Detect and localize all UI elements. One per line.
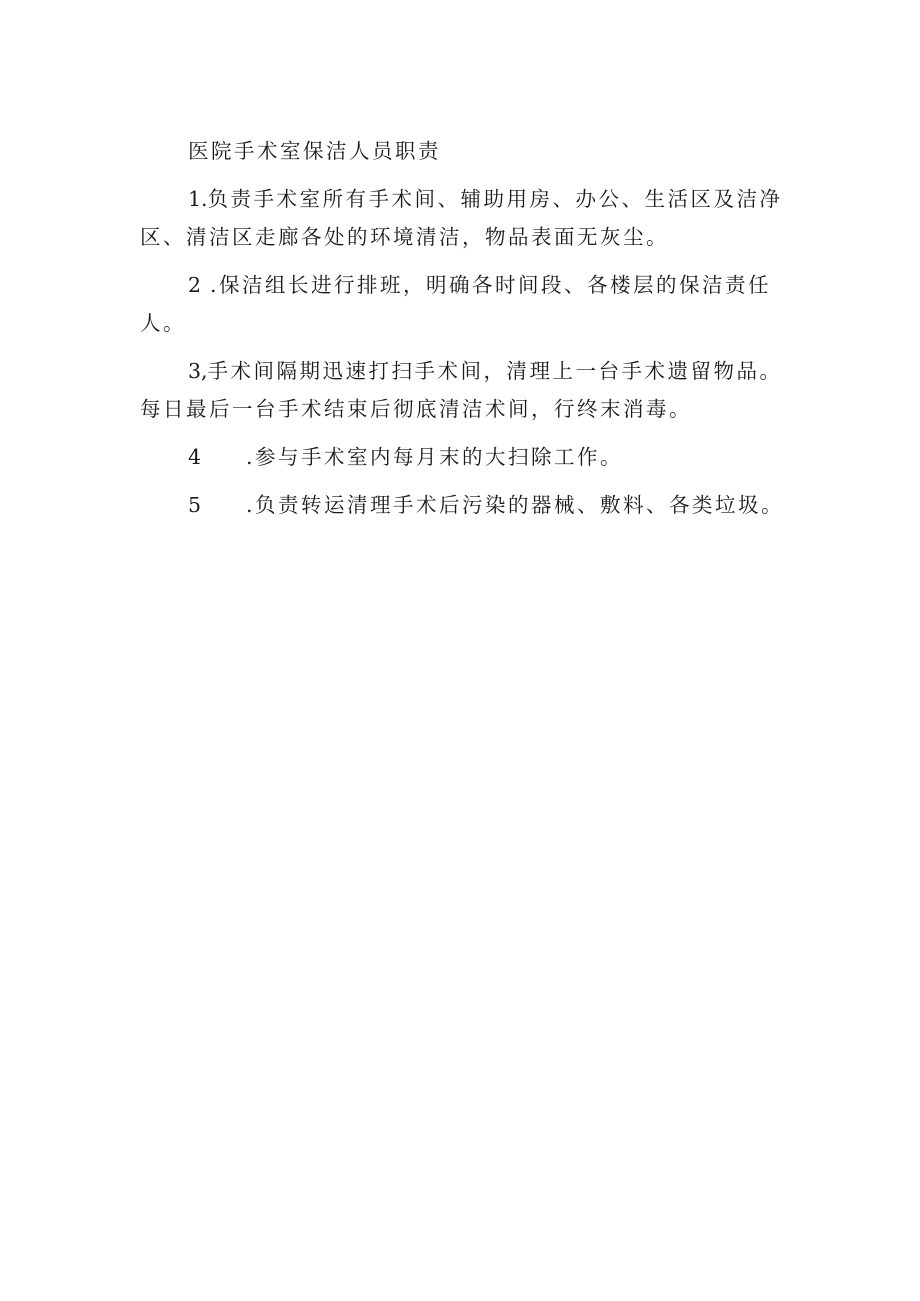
list-item-1-line-1 (140, 180, 820, 218)
list-item-5 (140, 486, 820, 524)
item-number: 2 (188, 273, 202, 297)
document-title: 医院手术室保洁人员职责 (188, 139, 441, 163)
item-text: .参与手术室内每月末的大扫除工作。 (246, 445, 624, 469)
document-body (140, 132, 820, 524)
item-number: 5 (188, 493, 202, 517)
list-item-4 (140, 438, 820, 476)
item-number: 4 (188, 445, 202, 469)
item-text: .保洁组长进行排班，明确各时间段、各楼层的保洁责任 (210, 273, 772, 297)
item-text: .负责转运清理手术后污染的器械、敷料、各类垃圾。 (246, 493, 785, 517)
item-number: 3, (188, 359, 208, 383)
item-text: 负责手术室所有手术间、辅助用房、办公、生活区及洁净 (207, 187, 783, 211)
list-item-1-line-2: 区、清洁区走廊各处的环境清洁，物品表面无灰尘。 (140, 225, 669, 249)
item-number: 1. (188, 187, 208, 211)
list-item-2-line-1 (140, 266, 820, 304)
list-item-2-line-2: 人。 (140, 311, 186, 335)
list-item-3-line-1 (140, 352, 820, 390)
item-text: 手术间隔期迅速打扫手术间，清理上一台手术遗留物品。 (207, 359, 783, 383)
list-item-3-line-2: 每日最后一台手术结束后彻底清洁术间，行终末消毒。 (140, 397, 692, 421)
